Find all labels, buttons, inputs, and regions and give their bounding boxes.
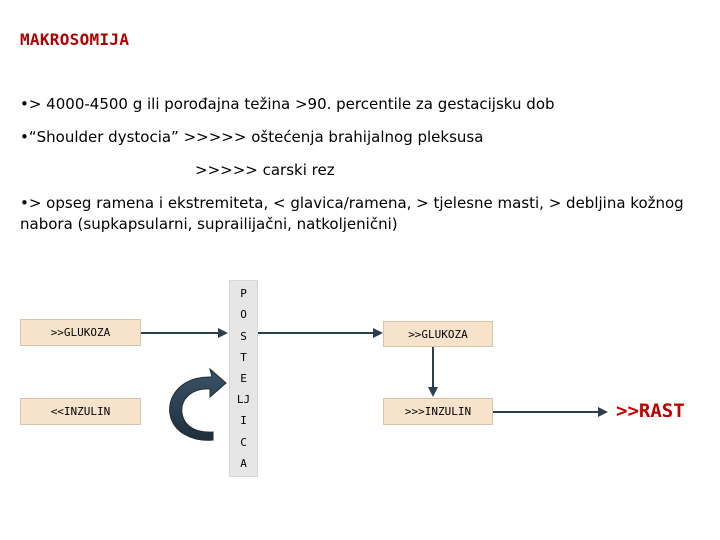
bullet-weight: •> 4000-4500 g ili porođajna težina >90. percentile za gestacijsku dob (20, 95, 555, 113)
page-title: MAKROSOMIJA (20, 30, 130, 49)
placenta-letter: T (240, 350, 247, 364)
placenta-letter: C (240, 435, 247, 449)
placenta-letter: S (240, 329, 247, 343)
placenta-letter: O (240, 308, 247, 322)
right-glukoza-box: >>GLUKOZA (383, 321, 493, 347)
placenta-letter: P (240, 287, 247, 301)
right-inzulin-box: >>>INZULIN (383, 398, 493, 425)
bullet-opseg: •> opseg ramena i ekstremiteta, < glavica/ramena, > tjelesne masti, > debljina kožnog nabora (supkapsularni, suprailijačni, natkoljenični) (20, 194, 684, 233)
curved-arrow-icon (170, 369, 226, 440)
placenta-letter: A (240, 456, 247, 470)
arrow-glukoza-in-icon (141, 328, 228, 338)
placenta-letter: E (240, 371, 247, 385)
left-inzulin-box: <<INZULIN (20, 398, 141, 425)
arrow-glukoza-out-icon (258, 328, 383, 338)
arrow-rast-icon (493, 407, 608, 417)
bullet-shoulder-dystocia: •“Shoulder dystocia” >>>>> oštećenja brahijalnog pleksusa (20, 128, 484, 146)
bullet-carski-rez: >>>>> carski rez (195, 161, 335, 179)
arrow-down-icon (428, 347, 438, 397)
placenta-letter: LJ (236, 393, 251, 407)
left-glukoza-box: >>GLUKOZA (20, 319, 141, 346)
result-rast: >>RAST (616, 400, 685, 422)
placenta-letter: I (240, 414, 247, 428)
